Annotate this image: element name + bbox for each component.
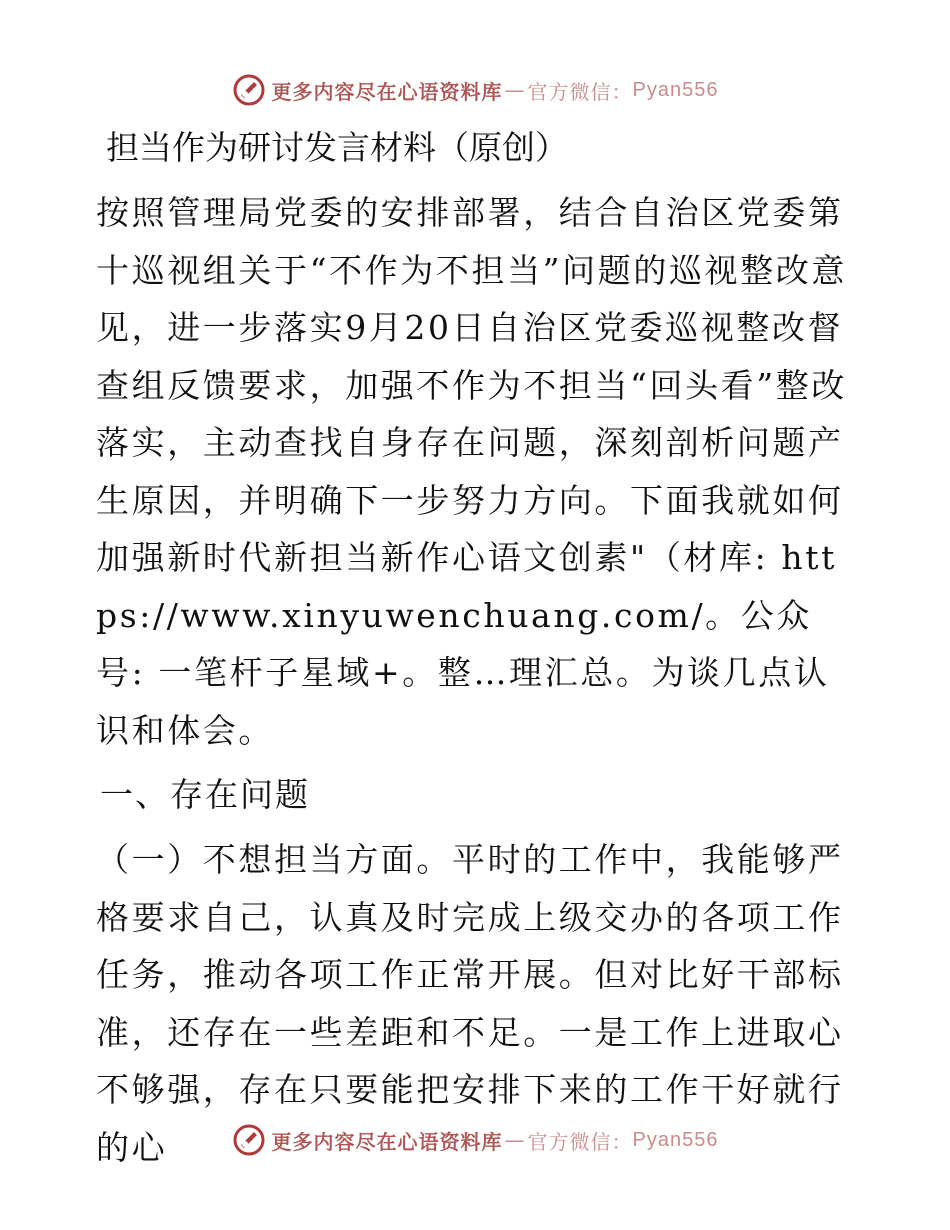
banner-wechat-label: 官方微信：: [527, 79, 633, 104]
banner-brand-text: 更多内容尽在心语资料库: [271, 1129, 503, 1154]
banner-wechat-id: Pyan556: [632, 1128, 719, 1151]
banner-separator: —: [504, 78, 526, 102]
section-paragraph: （一）不想担当方面。平时的工作中，我能够严格要求自己，认真及时完成上级交办的各项工作任务，推动各项工作正常开展。但对比好干部标准，还存在一些差距和不足。一是工作上进取心不够强，存在只要能把安排下来的工作干好就行的心: [96, 840, 844, 1167]
footer-watermark-banner: [0, 1120, 950, 1160]
document-body: [96, 120, 856, 1176]
banner-separator: —: [504, 1128, 526, 1152]
banner-brand-text: 更多内容尽在心语资料库: [271, 79, 503, 104]
intro-paragraph: 按照管理局党委的安排部署，结合自治区党委第十巡视组关于“不作为不担当”问题的巡视整改意见，进一步落实9月20日自治区党委巡视整改督查组反馈要求，加强不作为不担当“回头看”整改落实，主动查找自身存在问题，深刻剖析问题产生原因，并明确下一步努力方向。下面我就如何加强新时代新担当新作心语文创素"（材库: https://www.xinyuwenchuang.com/。公众号: 一笔杆子星域+。整…理汇总。为谈几点认识和体会。: [96, 193, 847, 750]
brand-logo-icon: [232, 73, 266, 107]
banner-wechat-id: Pyan556: [632, 78, 719, 101]
section-heading: 一、存在问题: [100, 775, 310, 814]
document-title: 担当作为研讨发言材料（原创）: [106, 128, 568, 167]
banner-wechat-label: 官方微信：: [527, 1129, 633, 1154]
header-watermark-banner: [0, 70, 950, 110]
brand-logo-icon: [232, 1123, 266, 1157]
